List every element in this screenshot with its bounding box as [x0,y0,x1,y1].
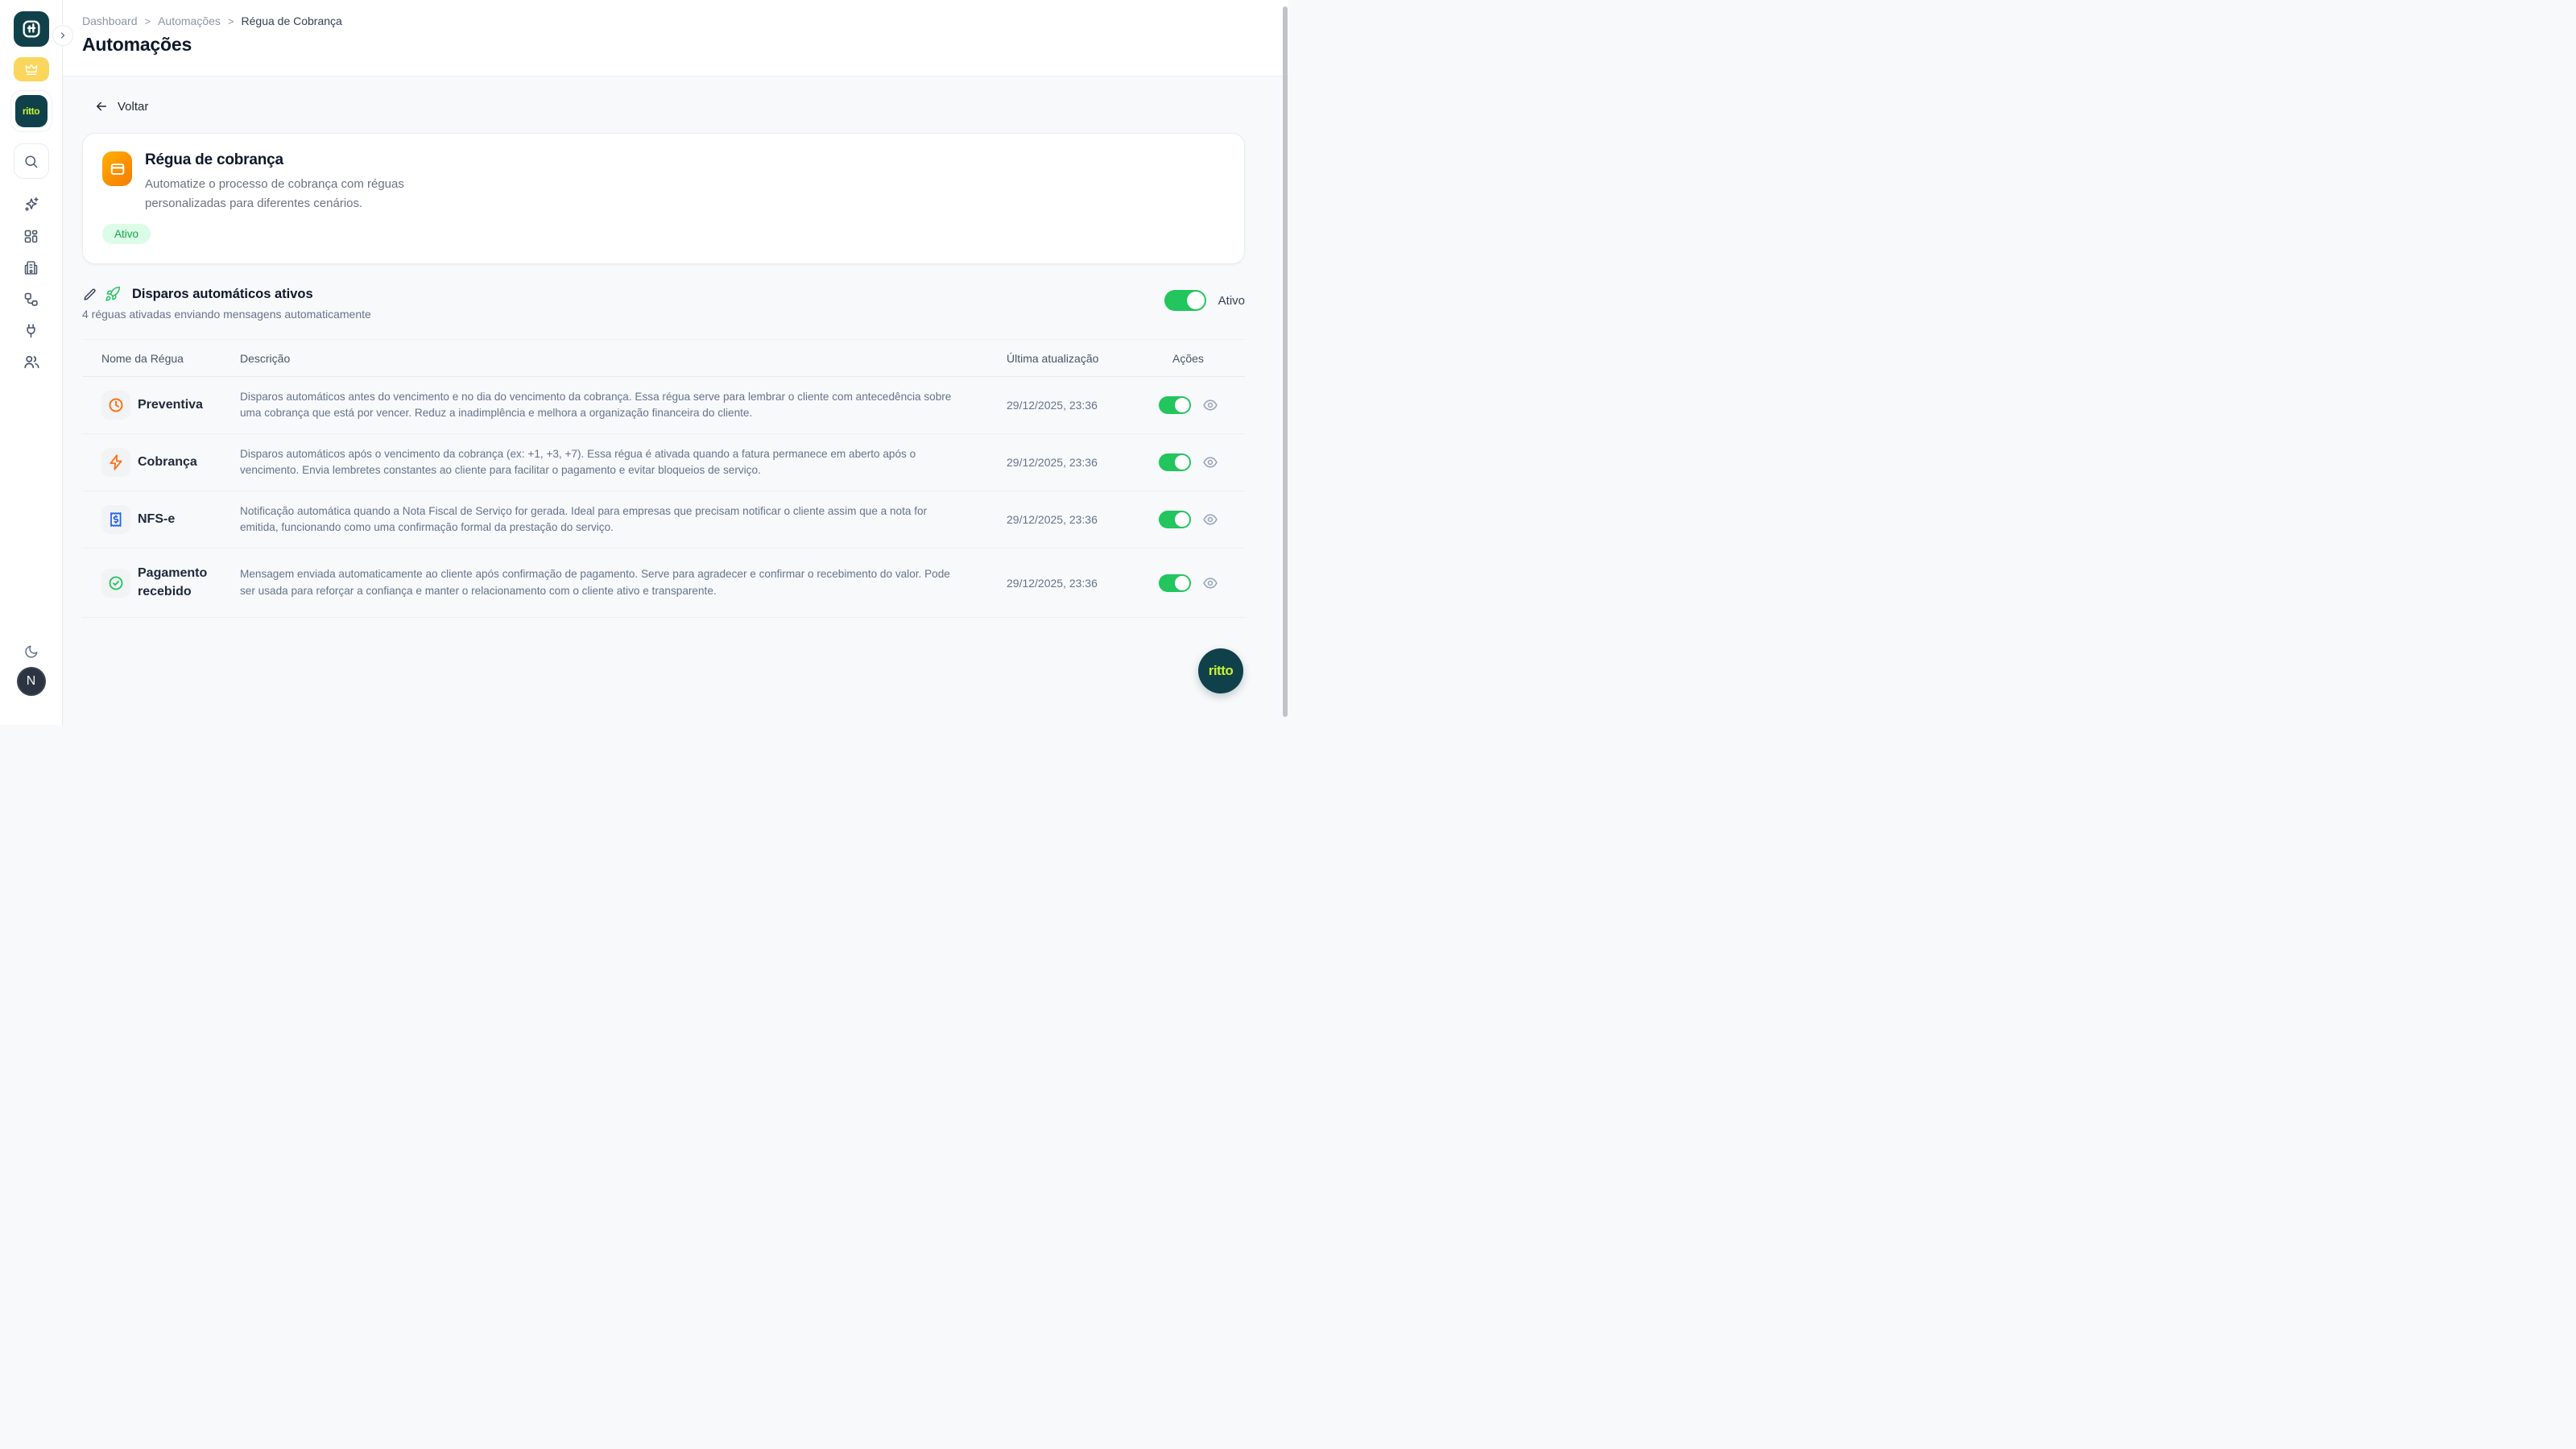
arrow-left-icon [94,99,109,114]
toggle-knob [1175,576,1189,590]
rule-updated: 29/12/2025, 23:36 [1007,513,1098,527]
triggers-section-title: Disparos automáticos ativos [132,286,313,301]
scrollbar-thumb[interactable] [1283,6,1288,717]
dashboard-grid-icon [23,228,39,245]
feature-card-description: Automatize o processo de cobrança com réguas personalizadas para diferentes cenários. [145,177,404,210]
workspace-logo-button[interactable] [10,90,52,132]
user-avatar[interactable] [17,667,46,696]
table-row [82,377,1245,434]
table-row [82,549,1245,618]
page-header [63,0,1288,77]
breadcrumb-current: Régua de Cobrança [241,14,342,27]
triggers-section [82,286,1245,321]
breadcrumb-separator: > [144,14,151,27]
rule-description: Notificação automática quando a Nota Fiscal de Serviço for gerada. Ideal para empresas que precisam notificar o cliente assim que a nota for emitida, funcionando como uma confirmação formal da prestação do serviço. [240,504,928,534]
dark-mode-toggle[interactable] [19,641,43,662]
scrollbar[interactable] [1282,0,1288,725]
search-icon [23,154,39,169]
ritto-brand-logo-text: ritto [1208,663,1234,678]
back-button-label: Voltar [118,99,149,114]
ritto-brand-logo[interactable] [1198,648,1243,693]
col-header-updated: Última atualização [1007,351,1099,365]
col-header-description: Descrição [240,351,291,365]
breadcrumb-dashboard[interactable]: Dashboard [82,14,138,27]
toggle-knob [1187,292,1205,309]
table-header-row [82,340,1245,377]
toggle-knob [1175,455,1189,470]
rule-name: Pagamento recebido [138,566,208,598]
content [63,77,1288,618]
sidebar-item-automations[interactable] [18,192,45,217]
crown-icon [23,61,39,77]
sidebar-item-integrations[interactable] [18,317,45,343]
rule-name: Preventiva [138,398,203,412]
rule-toggle[interactable] [1159,396,1191,414]
status-badge: Ativo [102,224,151,244]
main-area [63,0,1288,725]
feature-card [82,133,1245,264]
col-header-name: Nome da Régua [101,351,184,365]
rule-description: Disparos automáticos antes do vencimento e no dia do vencimento da cobrança. Essa régua serve para lembrar o cliente com antecedência sobre uma cobrança que está por vencer. Reduz a inadimplência e melhora a organização financeira do cliente. [240,390,952,420]
master-toggle-label: Ativo [1218,293,1245,308]
receipt-icon [101,505,130,534]
pencil-icon[interactable] [82,287,97,302]
search-button[interactable] [14,143,49,179]
table-row [82,491,1245,549]
sidebar-nav [18,192,45,375]
eye-icon [1202,511,1218,528]
breadcrumb-separator: > [227,14,234,27]
triggers-section-subtitle: 4 réguas ativadas enviando mensagens automaticamente [82,308,371,321]
rule-updated: 29/12/2025, 23:36 [1007,576,1098,590]
sparkles-icon [23,196,40,213]
view-rule-button[interactable] [1201,396,1219,414]
eye-icon [1202,454,1218,470]
sidebar-footer [17,641,46,725]
app-logo-icon [20,18,43,40]
rule-name: Cobrança [138,455,197,470]
toggle-knob [1175,512,1189,527]
clock-icon [101,391,130,420]
eye-icon [1202,575,1218,591]
sidebar-item-company[interactable] [18,255,45,280]
page-title: Automações [82,34,192,55]
rule-toggle[interactable] [1159,511,1191,528]
col-header-actions: Ações [1172,351,1204,365]
rule-updated: 29/12/2025, 23:36 [1007,456,1098,470]
avatar-initial: N [26,674,36,688]
upgrade-button[interactable] [14,57,49,81]
rule-toggle[interactable] [1159,453,1191,471]
rule-name: NFS-e [138,512,176,527]
plug-icon [23,322,39,339]
view-rule-button[interactable] [1201,574,1219,592]
app-logo[interactable] [14,11,49,47]
sidebar-item-users[interactable] [18,349,45,375]
sidebar-item-workflows[interactable] [18,286,45,312]
workspace-logo [15,95,48,127]
breadcrumb [82,14,1288,27]
chevron-right-icon [58,31,68,40]
sidebar-item-dashboard[interactable] [18,223,45,249]
rule-toggle[interactable] [1159,574,1191,592]
moon-icon [23,644,39,660]
back-button[interactable] [94,99,148,114]
sidebar [0,0,63,725]
rule-description: Disparos automáticos após o vencimento da cobrança (ex: +1, +3, +7). Essa régua é ativada quando a fatura permanece em aberto após o vencimento. Envia lembretes constantes ao cliente para facilitar o pagamento e evitar bloqueios de serviço. [240,447,916,477]
rocket-icon [105,286,121,302]
rule-description: Mensagem enviada automaticamente ao cliente após confirmação de pagamento. Serve para agradecer e confirmar o recebimento do valor. Pode ser usada para reforçar a confiança e manter o relacionamento com o cliente ativo e transparente. [240,568,950,597]
rule-updated: 29/12/2025, 23:36 [1007,399,1098,412]
billing-card-icon [102,151,132,186]
master-toggle[interactable] [1164,290,1206,311]
rules-table [82,339,1245,618]
eye-icon [1202,397,1218,413]
view-rule-button[interactable] [1201,511,1219,528]
breadcrumb-automacoes[interactable]: Automações [158,14,221,27]
workspace-logo-text: ritto [22,106,40,117]
users-icon [23,353,40,371]
toggle-knob [1175,398,1189,412]
building-icon [23,259,39,276]
zap-icon [101,448,130,477]
sidebar-expand-button[interactable] [52,25,73,46]
view-rule-button[interactable] [1201,453,1219,471]
workflow-icon [23,291,39,308]
table-row [82,434,1245,491]
check-circle-icon [101,569,130,598]
feature-card-title: Régua de cobrança [145,151,283,168]
